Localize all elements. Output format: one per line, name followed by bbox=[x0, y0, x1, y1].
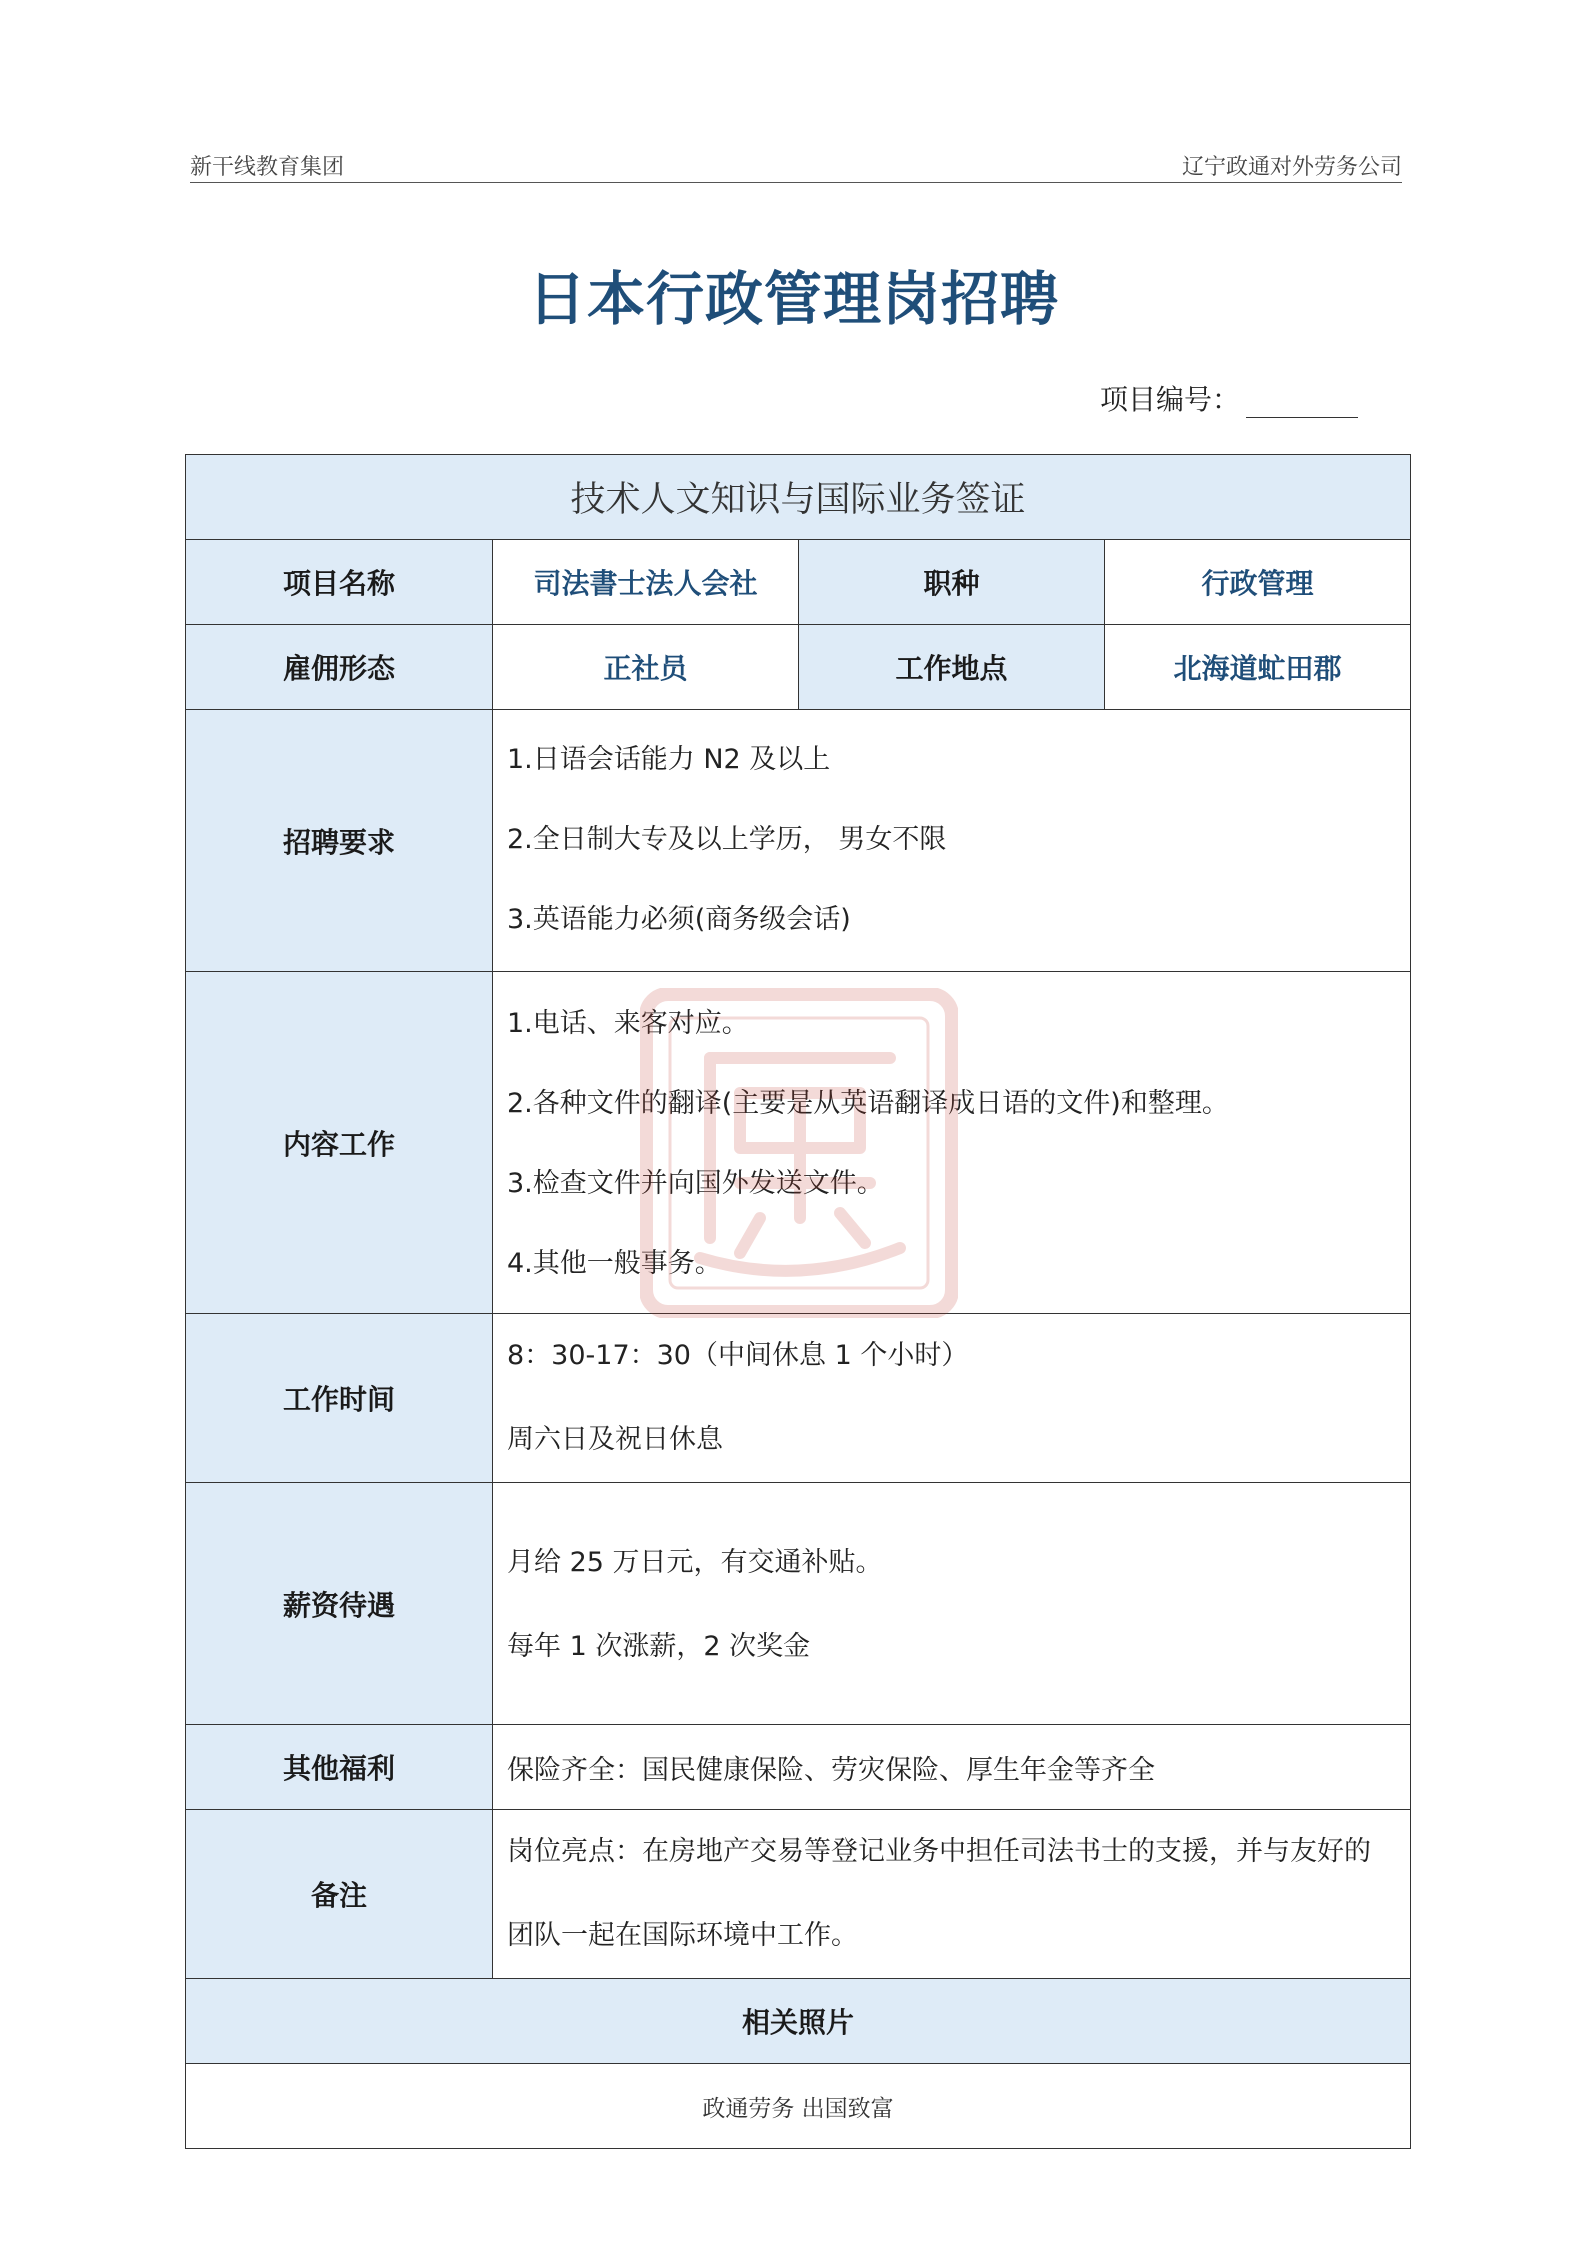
job-type-value: 行政管理 bbox=[1105, 540, 1411, 625]
notes-line: 岗位亮点：在房地产交易等登记业务中担任司法书士的支援，并与友好的 bbox=[507, 1836, 1371, 1867]
benefits-content: 保险齐全：国民健康保险、劳灾保险、厚生年金等齐全 bbox=[493, 1725, 1411, 1810]
hours-item: 周六日及祝日休息 bbox=[507, 1424, 723, 1455]
job-type-label: 职种 bbox=[799, 540, 1105, 625]
requirement-item: 3.英语能力必须(商务级会话) bbox=[507, 904, 851, 935]
hours-label: 工作时间 bbox=[186, 1314, 493, 1483]
project-number-label: 项目编号： bbox=[1100, 383, 1241, 416]
hours-content bbox=[493, 1314, 1411, 1483]
duties-label: 内容工作 bbox=[186, 972, 493, 1314]
employment-value: 正社员 bbox=[493, 625, 799, 710]
hours-item: 8：30-17：30（中间休息 1 个小时） bbox=[507, 1340, 969, 1371]
project-number-blank bbox=[1246, 389, 1358, 418]
photos-heading: 相关照片 bbox=[186, 1979, 1411, 2064]
notes-line: 团队一起在国际环境中工作。 bbox=[507, 1920, 858, 1951]
requirements-label: 招聘要求 bbox=[186, 710, 493, 972]
salary-item: 月给 25 万日元，有交通补贴。 bbox=[507, 1547, 883, 1578]
visa-type-caption: 技术人文知识与国际业务签证 bbox=[186, 455, 1411, 540]
duties-content bbox=[493, 972, 1411, 1314]
requirement-item: 1.日语会话能力 N2 及以上 bbox=[507, 744, 831, 775]
document-title: 日本行政管理岗招聘 bbox=[527, 265, 1059, 333]
project-name-value: 司法書士法人会社 bbox=[493, 540, 799, 625]
header-left-company: 新干线教育集团 bbox=[190, 155, 345, 180]
requirements-content bbox=[493, 710, 1411, 972]
photos-footer: 政通劳务 出国致富 bbox=[186, 2064, 1411, 2149]
location-label: 工作地点 bbox=[799, 625, 1105, 710]
requirement-item: 2.全日制大专及以上学历， 男女不限 bbox=[507, 824, 947, 855]
employment-label: 雇佣形态 bbox=[186, 625, 493, 710]
salary-label: 薪资待遇 bbox=[186, 1483, 493, 1725]
benefits-label: 其他福利 bbox=[186, 1725, 493, 1810]
duty-item: 2.各种文件的翻译(主要是从英语翻译成日语的文件)和整理。 bbox=[507, 1088, 1229, 1119]
header-right-company: 辽宁政通对外劳务公司 bbox=[1181, 155, 1402, 180]
duty-item: 4.其他一般事务。 bbox=[507, 1248, 722, 1279]
page-header bbox=[190, 148, 1402, 183]
salary-item: 每年 1 次涨薪，2 次奖金 bbox=[507, 1631, 811, 1662]
notes-label: 备注 bbox=[186, 1810, 493, 1979]
duty-item: 1.电话、来客对应。 bbox=[507, 1008, 749, 1039]
project-name-label: 项目名称 bbox=[186, 540, 493, 625]
job-table bbox=[185, 454, 1411, 2149]
project-number bbox=[1100, 378, 1358, 418]
salary-content bbox=[493, 1483, 1411, 1725]
duty-item: 3.检查文件并向国外发送文件。 bbox=[507, 1168, 884, 1199]
notes-content bbox=[493, 1810, 1411, 1979]
location-value: 北海道虻田郡 bbox=[1105, 625, 1411, 710]
